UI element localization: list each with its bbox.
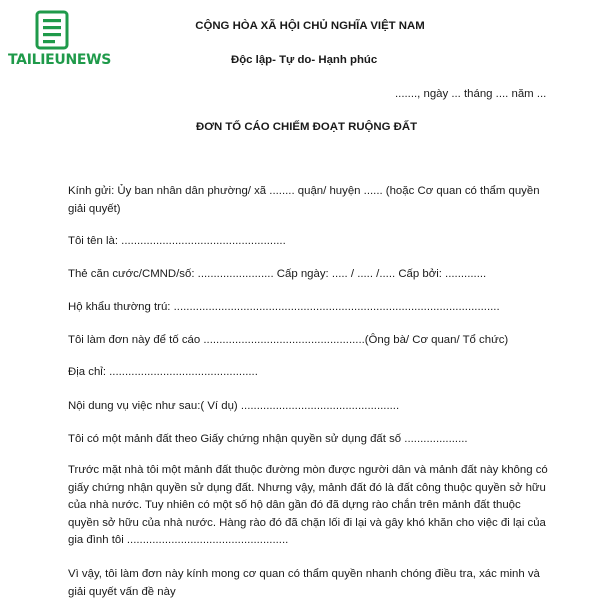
request-paragraph: Vì vậy, tôi làm đơn này kính mong cơ quan có thẩm quyền nhanh chóng điều tra, xác minh và giải quyết vấn đề này xyxy=(68,568,540,598)
accused-line: Tôi làm đơn này để tố cáo ...................................................(Ông bà/ Cơ quan/ Tổ chức) xyxy=(68,334,509,346)
address-line: Địa chỉ: ............................................... xyxy=(68,366,258,378)
motto: Độc lập- Tự do- Hạnh phúc xyxy=(231,54,378,66)
case-content-line: Nội dung vụ việc như sau:( Ví dụ) .................................................. xyxy=(68,400,400,412)
document-title: ĐƠN TỐ CÁO CHIẾM ĐOẠT RUỘNG ĐẤT xyxy=(196,121,418,133)
household-line: Hộ khẩu thường trú: ....................................................................................................... xyxy=(68,301,500,313)
incident-paragraph: Trước mặt nhà tôi một mảnh đất thuộc đường mòn được người dân và mảnh đất này không có giấy chứng nhận quyền sử dụng đất. Nhưng vậy, mảnh đất đó là đất công thuộc quyền sở hữu của nhà nước. Tuy nhiên có một số hộ dân gần đó đã dựng rào chắn trên mảnh đất thuộc quyền sở hữu của nhà nước. Hàng rào đó đã chặn lối đi lại và gây khó khăn cho việc đi lại của gia đình tôi ................................................... xyxy=(68,464,548,546)
recipient-line: Kính gửi: Ủy ban nhân dân phường/ xã ........ quận/ huyện ...... (hoặc Cơ quan có thẩm quyền giải quyết) xyxy=(68,185,540,215)
land-certificate-line: Tôi có một mảnh đất theo Giấy chứng nhận quyền sử dụng đất số .................... xyxy=(68,433,468,445)
nation-title: CỘNG HÒA XÃ HỘI CHỦ NGHĨA VIỆT NAM xyxy=(195,20,425,32)
name-line: Tôi tên là: .................................................... xyxy=(68,235,286,247)
date-line: ......., ngày ... tháng .... năm ... xyxy=(395,88,547,100)
document-icon xyxy=(35,10,69,50)
brand-name: TAILIEUNEWS xyxy=(8,52,112,68)
tailieunews-logo[interactable] xyxy=(8,10,112,70)
id-card-line: Thẻ căn cước/CMND/số: ........................ Cấp ngày: ..... / ..... /..... Cấp bởi: ............. xyxy=(68,268,487,280)
